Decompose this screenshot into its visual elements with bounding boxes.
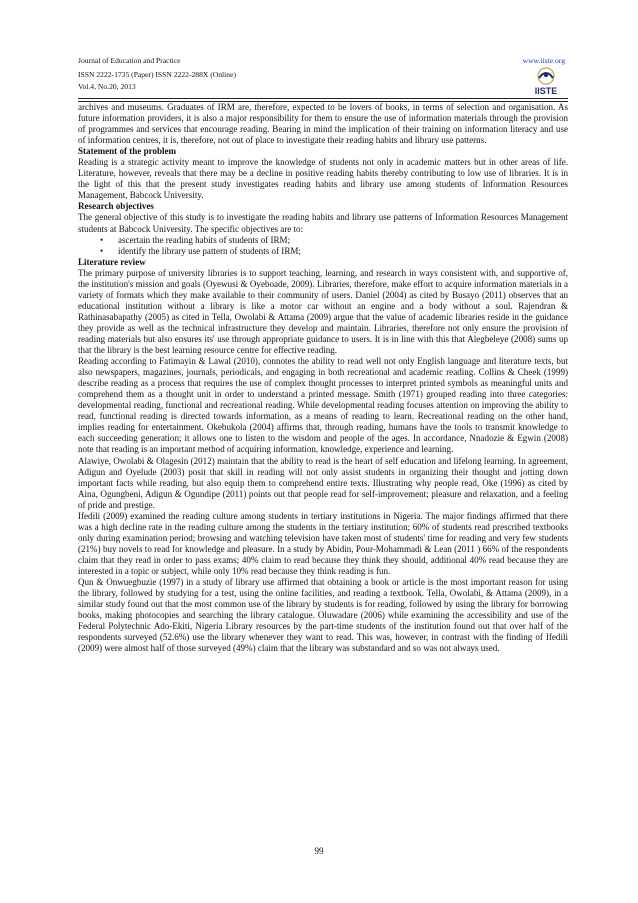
- heading-literature-review: Literature review: [78, 256, 146, 267]
- header-rule: [78, 98, 568, 99]
- objectives-list: [78, 235, 568, 257]
- paragraph-review-3: Alawiye, Owolabi & Olagesin (2012) maintain that the ability to read is the heart of self education and lifelong learning. In agreement, Adigun and Oyelude (2003) posit that skill in reading will not only assist students in organizing their thought and jotting down important facts while reading, but also equip them to comprehend entire texts. Illustrating why people read, Oke (1996) as cited by Aina, Ogungbeni, Adigun & Ogundipe (2011) points out that people read for self-improvement; pleasure and relaxation, and a feeling of pride and prestige.: [78, 455, 568, 510]
- paragraph-intro: archives and museums. Graduates of IRM are, therefore, expected to be lovers of books, in terms of selection and organisation. As future information providers, it is also a major responsibility for them to ensure the use of information materials through the provision of programmes and services that encourage reading. Bearing in mind the implication of their training on information literacy and use of information centres, it is, therefore, not out of place to investigate their reading habits and library use patterns.: [78, 102, 568, 146]
- issn-line: ISSN 2222-1735 (Paper) ISSN 2222-288X (Online): [78, 70, 236, 79]
- paragraph-review-1: The primary purpose of university libraries is to support teaching, learning, and research in ways consistent with, and supportive of, the institution's mission and goals (Oyewusi & Oyeboade, 2009). Libraries, therefore, make effort to acquire information materials in a variety of formats which they make available to their community of users. Daniel (2004) as cited by Busayo (2011) observes that an educational institution without a library is like a motor car without an engine and a body without a soul. Rajendran & Rathinasabapathy (2005) as cited in Tella, Owolabi & Attama (2009) argue that the value of academic libraries reside in the guidance they provide as well as the technical infrastructure they develop and maintain. Libraries, therefore not only ensure the provision of reading materials but also ensures its' use through appropriate guidance to users. It is in line with this that Alegbeleye (2008) sums up that the library is the best learning resource centre for effective reading.: [78, 267, 568, 356]
- paragraph-review-2: Reading according to Fatimayin & Lawal (2010), connotes the ability to read well not only English language and literature texts, but also newspapers, magazines, journals, periodicals, and engaging in both recreational and academic reading. Collins & Cheek (1999) describe reading as a process that requires the use of complex thought processes to interpret printed symbols as meaningful units and comprehend them as a thought unit in order to understand a printed message. Smith (1971) grouped reading into three categories: developmental reading, functional and recreational reading. While developmental reading focuses attention on improving the ability to read, functional reading is directed towards information, as a means of reading to learn. Recreational reading on the other hand, implies reading for entertainment. Okebukola (2004) affirms that, through reading, humans have the tools to transmit knowledge to each succeeding generation; it allows one to listen to the wisdom and people of the ages. In accordance, Nnadozie & Egwin (2008) note that reading is an important method of acquiring information, knowledge, experience and learning.: [78, 356, 568, 455]
- journal-url-link[interactable]: www.iiste.org: [522, 56, 565, 65]
- paragraph-review-4: Ifedili (2009) examined the reading culture among students in tertiary institutions in Nigeria. The major findings affirmed that there was a high decline rate in the reading culture among the students in the tertiary institution; 60% of students read prescribed textbooks only during examination period; browsing and watching television have taken most of students' time for reading and very few students (21%) buy novels to read for knowledge and pleasure. In a study by Abidin, Pour-Mohammadi & Lean (2011 ) 66% of the respondents claim that they read in order to pass exams; 40% claim to read because they think they should, additional 40% read because they are interested in a topic or subject, while only 10% read because they think reading is fun.: [78, 510, 568, 576]
- objective-item: • identify the library use pattern of students of IRM;: [118, 246, 568, 257]
- paragraph-problem: Reading is a strategic activity meant to improve the knowledge of students not only in academic matters but in other areas of life. Literature, however, reveals that there may be a decline in positive reading habits thereby contributing to low use of libraries. It is in the light of this that the present study investigates reading habits and library use among students of Information Resources Management, Babcock University.: [78, 157, 568, 201]
- volume-line: Vol.4, No.20, 2013: [78, 82, 136, 91]
- page-number: 99: [314, 846, 324, 856]
- paragraph-objectives: The general objective of this study is to investigate the reading habits and library use patterns of Information Resources Management students at Babcock University. The specific objectives are to:: [78, 212, 568, 234]
- journal-name: Journal of Education and Practice: [78, 56, 181, 65]
- objective-item: • ascertain the reading habits of students of IRM;: [118, 235, 568, 246]
- logo-text: IISTE: [534, 86, 558, 96]
- heading-statement-of-problem: Statement of the problem: [78, 146, 177, 157]
- heading-research-objectives: Research objectives: [78, 201, 154, 212]
- iiste-logo: [525, 66, 567, 96]
- paragraph-review-5: Qun & Onwuegbuzie (1997) in a study of library use affirmed that obtaining a book or article is the most important reason for using the library, followed by studying for a test, using the online facilities, and reading a textbook. Tella, Owolabi, & Attama (2009), in a similar study found out that the most common use of the library by students is for reading, followed by using the library for borrowing books, making photocopies and searching the library catalogue. Oluwadare (2006) while examining the accessibility and use of the Federal Polytechnic Ado-Ekiti, Nigeria Library resources by the part-time students of the institution found out that over half of the respondents surveyed (52.6%) use the library whenever they want to read. This was, however, in contrast with the finding of Ifedili (2009) were almost half of those surveyed (49%) claim that the library was substandard and so was not always used.: [78, 577, 568, 654]
- article-body: [78, 102, 568, 654]
